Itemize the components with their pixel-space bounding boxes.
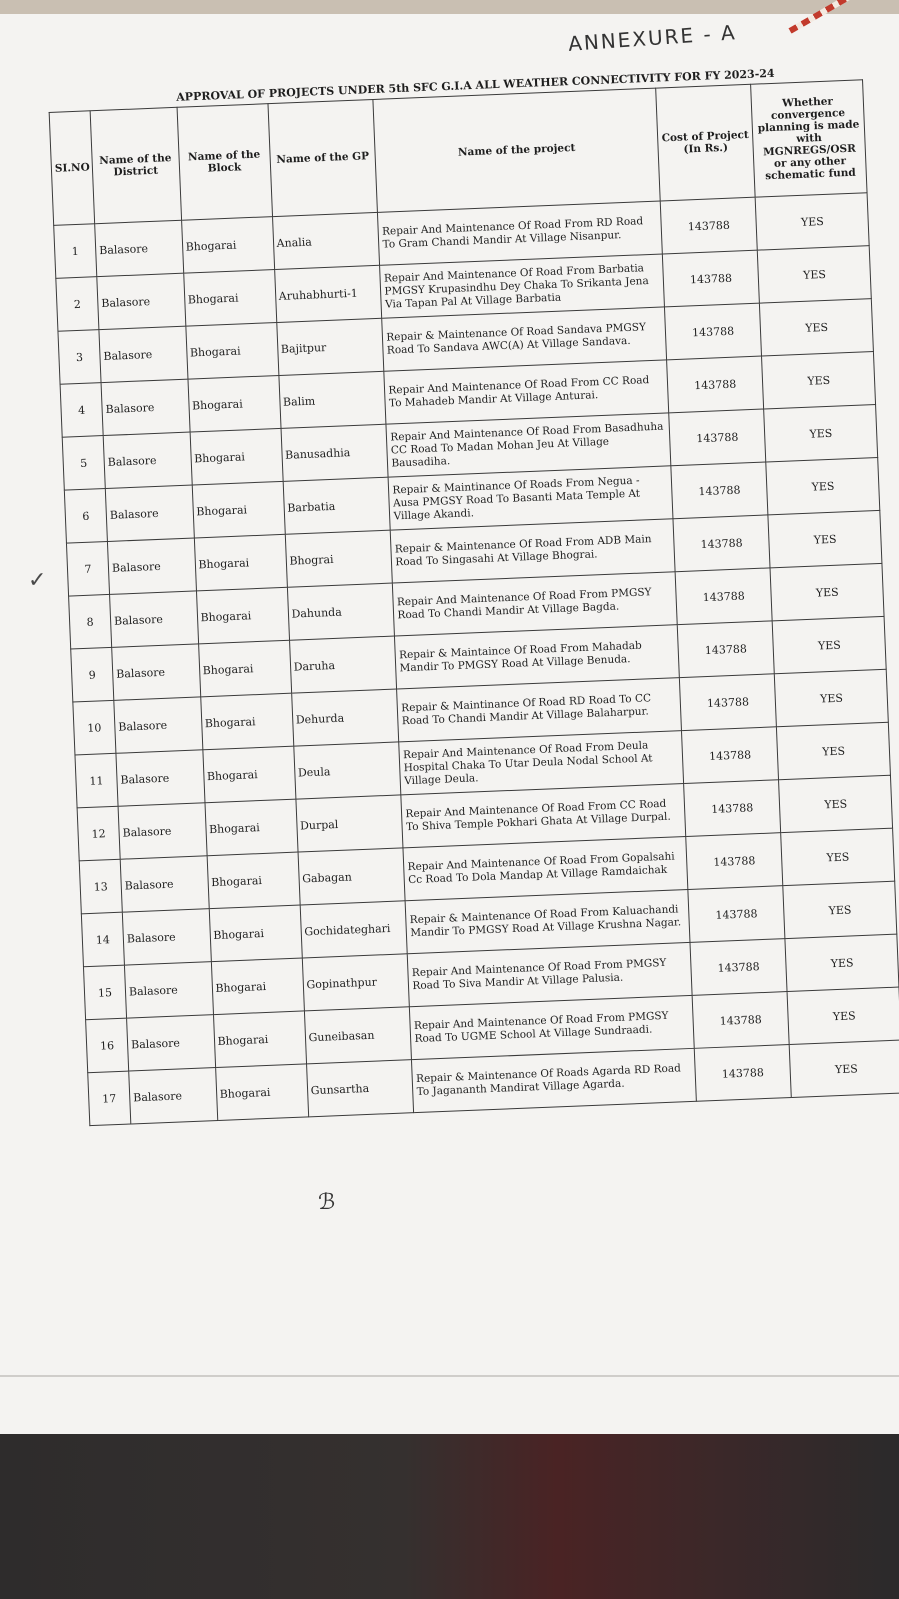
- header-project: Name of the project: [373, 88, 660, 212]
- cell-gp: Aruhabhurti-1: [274, 265, 382, 322]
- cell-convergence: YES: [779, 775, 893, 832]
- cell-district: Balasore: [129, 1068, 218, 1124]
- cell-sl-no: 16: [86, 1018, 129, 1073]
- cell-convergence: YES: [775, 669, 889, 726]
- header-district: Name of the District: [90, 107, 181, 223]
- projects-table: [49, 79, 899, 1126]
- cell-block: Bhogarai: [187, 375, 280, 432]
- cell-project: Repair And Maintenance Of Road From CC Road To Shiva Temple Pokhari Ghata At Village Durpal.: [401, 784, 685, 848]
- cell-district: Balasore: [97, 273, 186, 329]
- cell-district: Balasore: [124, 962, 213, 1018]
- cell-project: Repair And Maintenance Of Road From CC Road To Mahadeb Mandir At Village Anturai.: [384, 360, 668, 424]
- cell-cost: 143788: [668, 409, 766, 466]
- cell-convergence: YES: [762, 352, 876, 409]
- cell-district: Balasore: [122, 909, 211, 965]
- cell-sl-no: 5: [62, 436, 105, 491]
- cell-gp: Barbatia: [283, 477, 391, 534]
- cell-block: Bhogarai: [200, 693, 293, 750]
- cell-convergence: YES: [760, 299, 874, 356]
- cell-block: Bhogarai: [211, 958, 304, 1015]
- cell-sl-no: 7: [66, 541, 109, 596]
- cell-sl-no: 3: [58, 330, 101, 385]
- approval-document: [48, 63, 899, 1126]
- cell-block: Bhogarai: [204, 799, 297, 856]
- cell-block: Bhogarai: [207, 852, 300, 909]
- cell-project: Repair And Maintenance Of Road From PMGSY Road To Siva Mandir At Village Palusia.: [408, 942, 692, 1006]
- cell-cost: 143788: [666, 356, 764, 413]
- cell-project: Repair & Maintinance Of Road RD Road To CC Road To Chandi Mandir At Village Balaharpur.: [397, 678, 681, 742]
- cell-block: Bhogarai: [183, 270, 276, 327]
- cell-block: Bhogarai: [202, 746, 295, 803]
- cell-cost: 143788: [671, 462, 769, 519]
- cell-sl-no: 10: [73, 700, 116, 755]
- cell-project: Repair And Maintenance Of Road From PMGSY Road To Chandi Mandir At Village Bagda.: [393, 572, 677, 636]
- cell-project: Repair & Maintenance Of Roads Agarda RD Road To Jagananth Mandirat Village Agarda.: [412, 1048, 696, 1112]
- cell-cost: 143788: [692, 992, 790, 1049]
- cell-sl-no: 11: [75, 753, 118, 808]
- cell-sl-no: 15: [83, 965, 126, 1020]
- cell-convergence: YES: [785, 934, 899, 991]
- cell-district: Balasore: [103, 432, 192, 488]
- cell-convergence: YES: [773, 616, 887, 673]
- cell-gp: Bhograi: [285, 530, 393, 587]
- cell-sl-no: 13: [79, 859, 122, 914]
- cell-convergence: YES: [787, 987, 899, 1044]
- cell-gp: Gabagan: [298, 848, 406, 905]
- cell-gp: Dehurda: [291, 689, 399, 746]
- cell-gp: Durpal: [295, 795, 403, 852]
- cell-sl-no: 1: [54, 224, 97, 279]
- cell-block: Bhogarai: [213, 1011, 306, 1068]
- cell-cost: 143788: [673, 515, 771, 572]
- cell-project: Repair & Maintenance Of Road Sandava PMGSY Road To Sandava AWC(A) At Village Sandava.: [382, 307, 666, 371]
- cell-project: Repair And Maintenance Of Road From Barbatia PMGSY Krupasindhu Dey Chaka To Srikanta Jena Via Tapan Pal At Village Barbatia: [380, 254, 664, 318]
- annexure-label: ANNEXURE - A: [567, 20, 738, 56]
- cell-block: Bhogarai: [209, 905, 302, 962]
- cell-district: Balasore: [105, 485, 194, 541]
- cell-cost: 143788: [690, 939, 788, 996]
- cell-district: Balasore: [120, 856, 209, 912]
- cell-project: Repair And Maintenance Of Road From RD Road To Gram Chandi Mandir At Village Nisanpur.: [378, 201, 662, 265]
- cell-convergence: YES: [783, 881, 897, 938]
- cell-block: Bhogarai: [194, 534, 287, 591]
- handwritten-tick-icon: ✓: [28, 568, 47, 593]
- header-convergence: Whether convergence planning is made with MGNREGS/OSR or any other schematic fund: [751, 80, 867, 197]
- cell-cost: 143788: [660, 197, 758, 254]
- cell-cost: 143788: [683, 780, 781, 837]
- cell-project: Repair And Maintenance Of Road From Gopalsahi Cc Road To Dola Mandap At Village Ramdaichak: [403, 837, 687, 901]
- cell-gp: Guneibasan: [304, 1007, 412, 1064]
- cell-district: Balasore: [116, 750, 205, 806]
- cell-convergence: YES: [766, 457, 880, 514]
- cell-convergence: YES: [781, 828, 895, 885]
- cell-cost: 143788: [675, 568, 773, 625]
- cell-gp: Daruha: [289, 636, 397, 693]
- page-edge: [0, 1375, 899, 1377]
- header-block: Name of the Block: [177, 104, 273, 221]
- cell-district: Balasore: [95, 220, 184, 276]
- header-sl-no: SI.NO: [49, 111, 94, 226]
- cell-district: Balasore: [112, 644, 201, 700]
- document-title: APPROVAL OF PROJECTS UNDER 5th SFC G.I.A ALL WEATHER CONNECTIVITY FOR FY 2023-24: [176, 66, 775, 104]
- cell-sl-no: 12: [77, 806, 120, 861]
- cell-cost: 143788: [679, 674, 777, 731]
- cell-project: Repair & Maintenance Of Road From Kaluachandi Mandir To PMGSY Road At Village Krushna Nagar.: [406, 889, 690, 953]
- cell-project: Repair & Maintaince Of Road From Mahadab Mandir To PMGSY Road At Village Benuda.: [395, 625, 679, 689]
- cell-sl-no: 9: [71, 647, 114, 702]
- cell-convergence: YES: [777, 722, 891, 779]
- cell-convergence: YES: [770, 563, 884, 620]
- cell-district: Balasore: [107, 538, 196, 594]
- cell-convergence: YES: [764, 405, 878, 462]
- cell-district: Balasore: [114, 697, 203, 753]
- cell-block: Bhogarai: [185, 323, 278, 380]
- cell-cost: 143788: [688, 886, 786, 943]
- header-cost: Cost of Project (In Rs.): [655, 84, 755, 201]
- handwritten-initials-icon: ℬ: [318, 1190, 336, 1215]
- cell-sl-no: 14: [81, 912, 124, 967]
- cell-block: Bhogarai: [192, 481, 285, 538]
- cell-sl-no: 4: [60, 383, 103, 438]
- cell-sl-no: 6: [64, 489, 107, 544]
- cell-district: Balasore: [110, 591, 199, 647]
- cell-block: Bhogarai: [196, 587, 289, 644]
- cell-block: Bhogarai: [190, 428, 283, 485]
- cell-convergence: YES: [758, 246, 872, 303]
- cell-cost: 143788: [664, 303, 762, 360]
- cell-gp: Banusadhia: [281, 424, 389, 481]
- cell-gp: Bajitpur: [276, 318, 384, 375]
- background-cloth: [0, 1434, 899, 1599]
- cell-cost: 143788: [681, 727, 779, 784]
- cell-project: Repair & Maintinance Of Roads From Negua - Ausa PMGSY Road To Basanti Mata Temple At Village Akandi.: [389, 466, 673, 530]
- cell-gp: Gochidateghari: [300, 901, 408, 958]
- cell-cost: 143788: [662, 250, 760, 307]
- cell-project: Repair And Maintenance Of Road From Basadhuha CC Road To Madan Mohan Jeu At Village Bausadiha.: [386, 413, 670, 477]
- cell-gp: Dahunda: [287, 583, 395, 640]
- cell-project: Repair And Maintenance Of Road From PMGSY Road To UGME School At Village Sundraadi.: [410, 995, 694, 1059]
- cell-district: Balasore: [118, 803, 207, 859]
- cell-block: Bhogarai: [181, 217, 274, 274]
- cell-district: Balasore: [101, 379, 190, 435]
- cell-district: Balasore: [127, 1015, 216, 1071]
- cell-project: Repair & Maintenance Of Road From ADB Main Road To Singasahi At Village Bhograi.: [391, 519, 675, 583]
- cell-sl-no: 8: [69, 594, 112, 649]
- cell-gp: Balim: [278, 371, 386, 428]
- cell-sl-no: 17: [88, 1071, 131, 1126]
- cell-project: Repair And Maintenance Of Road From Deula Hospital Chaka To Utar Deula Nodal School At Village Deula.: [399, 731, 683, 795]
- cell-cost: 143788: [694, 1045, 792, 1102]
- cell-gp: Analia: [272, 212, 380, 269]
- cell-block: Bhogarai: [198, 640, 291, 697]
- cell-sl-no: 2: [56, 277, 99, 332]
- cell-gp: Gunsartha: [306, 1060, 414, 1117]
- header-gp: Name of the GP: [268, 99, 378, 216]
- cell-block: Bhogarai: [215, 1064, 308, 1121]
- cell-gp: Deula: [293, 742, 401, 799]
- cell-convergence: YES: [790, 1040, 899, 1097]
- cell-cost: 143788: [677, 621, 775, 678]
- cell-gp: Gopinathpur: [302, 954, 410, 1011]
- cell-cost: 143788: [685, 833, 783, 890]
- cell-convergence: YES: [756, 193, 870, 250]
- cell-convergence: YES: [768, 510, 882, 567]
- cell-district: Balasore: [99, 326, 188, 382]
